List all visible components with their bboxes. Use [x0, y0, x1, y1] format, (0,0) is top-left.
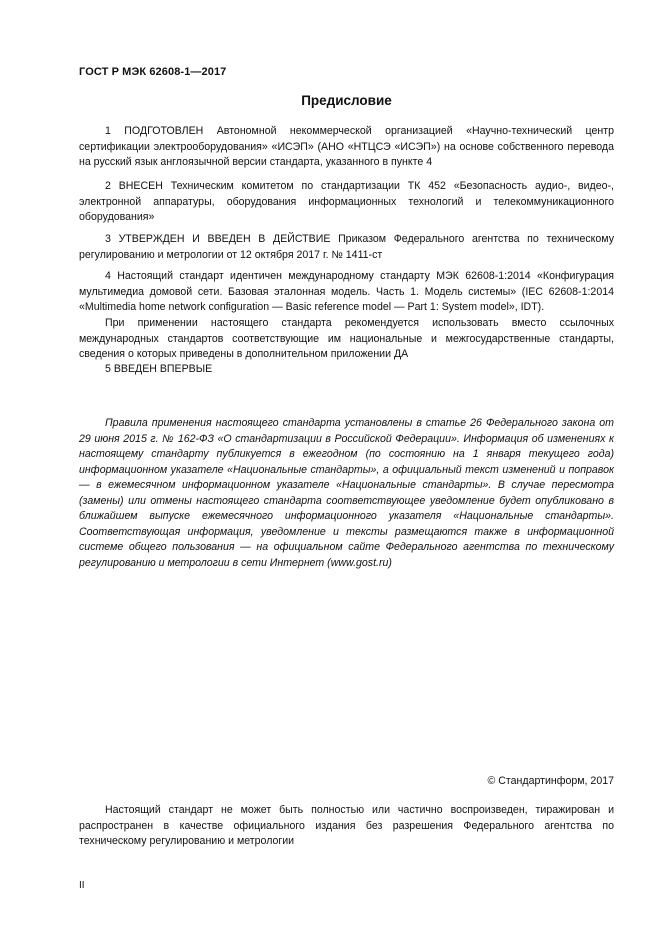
rules-notice: Правила применения настоящего стандарта установлены в статье 26 Федерального закона от 29 июня 2015 г. № 162-ФЗ «О стандартизации в Российской Федерации». Информация об изменениях к настоящему стандарту публикуется в ежегодном (по состоянию на 1 января текущего года) информационном указателе «Национальные стандарты», а официальный текст изменений и поправок — в ежемесячном информационном указателе «Национальные стандарты». В случае пересмотра (замены) или отмены настоящего стандарта соответствующее уведомление будет опубликовано в ближайшем выпуске ежемесячного информационного указателя «Национальные стандарты». Соответствующая информация, уведомление и тексты размещаются также в информационной системе общего пользования — на официальном сайте Федерального агентства по техническому регулированию и метрологии в сети Интернет (www.gost.ru) — [79, 417, 614, 569]
reproduction-notice: Настоящий стандарт не может быть полностью или частично воспроизведен, тиражирован и распространен в качестве официального издания без разрешения Федерального агентства по техническому регулированию и метрологии — [79, 804, 614, 847]
page-number: II — [79, 880, 85, 891]
paragraph-approved: 3 УТВЕРЖДЕН И ВВЕДЕН В ДЕЙСТВИЕ Приказом Федерального агентства по техническому регулированию и метрологии от 12 октября 2017 г. № 1411-ст — [79, 233, 614, 261]
document-code: ГОСТ Р МЭК 62608-1—2017 — [79, 66, 227, 78]
paragraph-reference-standards: При применении настоящего стандарта рекомендуется использовать вместо ссылочных международных стандартов соответствующие им национальные и межгосударственные стандарты, сведения о которых приведены в дополнительном приложении ДА — [79, 317, 614, 360]
page-title: Предисловие — [301, 93, 392, 108]
paragraph-identical-standard: 4 Настоящий стандарт идентичен международному стандарту МЭК 62608-1:2014 «Конфигурация мультимедиа домовой сети. Базовая эталонная модель. Часть 1. Модель системы» (IEC 62608-1:2014 «Multimedia home network configuration — Basic reference model — Part 1: System model», IDT). — [79, 270, 614, 313]
paragraph-introduced-by: 2 ВНЕСЕН Техническим комитетом по стандартизации ТК 452 «Безопасность аудио-, видео-, электронной аппаратуры, оборудования информационных технологий и телекоммуникационного оборудования» — [79, 180, 614, 223]
paragraph-first-introduced: 5 ВВЕДЕН ВПЕРВЫЕ — [105, 363, 213, 375]
paragraph-prepared-by: 1 ПОДГОТОВЛЕН Автономной некоммерческой организацией «Научно-технический центр сертификации электрооборудования» «ИСЭП» (АНО «НТЦСЭ «ИСЭП») на основе собственного перевода на русский язык англоязычной версии стандарта, указанного в пункте 4 — [79, 125, 614, 168]
copyright-notice: © Стандартинформ, 2017 — [487, 775, 614, 787]
